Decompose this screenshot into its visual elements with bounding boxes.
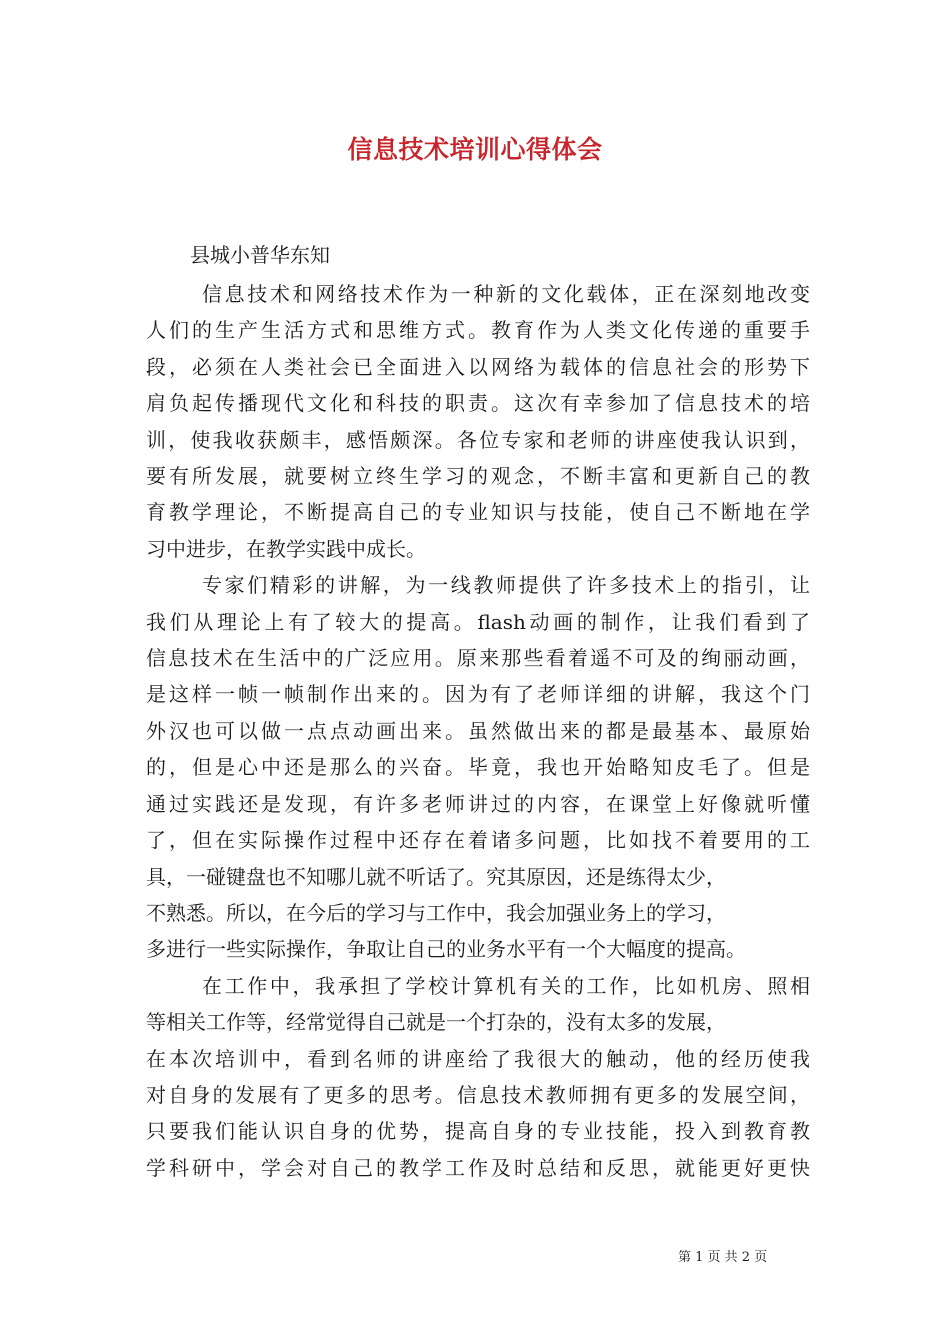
body-line: 育教学理论，不断提高自己的专业知识与技能，使自己不断地在学 [146, 500, 810, 525]
body-line: 我们从理论上有了较大的提高。flash动画的制作，让我们看到了 [146, 609, 810, 634]
body-line: 人们的生产生活方式和思维方式。教育作为人类文化传递的重要手 [146, 318, 810, 343]
body-line: 在本次培训中，看到名师的讲座给了我很大的触动，他的经历使我 [146, 1046, 810, 1071]
body-line: 肩负起传播现代文化和科技的职责。这次有幸参加了信息技术的培 [146, 391, 810, 416]
body-line: 外汉也可以做一点点动画出来。虽然做出来的都是最基本、最原始 [146, 718, 810, 743]
body-line: 信息技术和网络技术作为一种新的文化载体，正在深刻地改变 [202, 282, 810, 306]
body-line: 学科研中，学会对自己的教学工作及时总结和反思，就能更好更快 [146, 1155, 810, 1180]
body-line: 不熟悉。所以，在今后的学习与工作中，我会加强业务上的学习， [146, 900, 726, 925]
body-line: 信息技术在生活中的广泛应用。原来那些看着遥不可及的绚丽动画， [146, 646, 810, 671]
page-number: 第 1 页 共 2 页 [678, 1250, 768, 1265]
body-line: 训，使我收获颇丰，感悟颇深。各位专家和老师的讲座使我认识到， [146, 427, 810, 452]
body-line: 专家们精彩的讲解，为一线教师提供了许多技术上的指引，让 [202, 573, 810, 598]
body-line: 了，但在实际操作过程中还存在着诸多问题，比如找不着要用的工 [146, 828, 810, 853]
body-line: 通过实践还是发现，有许多老师讲过的内容，在课堂上好像就听懂 [146, 791, 810, 816]
body-line: 是这样一帧一帧制作出来的。因为有了老师详细的讲解，我这个门 [146, 682, 810, 707]
body-line: 在工作中，我承担了学校计算机有关的工作，比如机房、照相 [202, 973, 810, 998]
body-line: 要有所发展，就要树立终生学习的观念，不断丰富和更新自己的教 [146, 464, 810, 489]
body-text [146, 276, 810, 1186]
body-line: 等相关工作等，经常觉得自己就是一个打杂的，没有太多的发展， [146, 1010, 726, 1035]
author-line: 县城小普华东知 [190, 243, 330, 267]
body-line: 只要我们能认识自身的优势，提高自身的专业技能，投入到教育教 [146, 1119, 810, 1144]
body-line: 段，必须在人类社会已全面进入以网络为载体的信息社会的形势下 [146, 354, 810, 379]
body-line: 的，但是心中还是那么的兴奋。毕竟，我也开始略知皮毛了。但是 [146, 755, 810, 780]
body-line: 多进行一些实际操作，争取让自己的业务水平有一个大幅度的提高。 [146, 937, 746, 962]
body-line: 对自身的发展有了更多的思考。信息技术教师拥有更多的发展空间， [146, 1082, 810, 1107]
body-line: 习中进步，在教学实践中成长。 [146, 536, 426, 561]
body-line: 具，一碰键盘也不知哪儿就不听话了。究其原因，还是练得太少， [146, 864, 726, 889]
document-title: 信息技术培训心得体会 [347, 135, 603, 164]
